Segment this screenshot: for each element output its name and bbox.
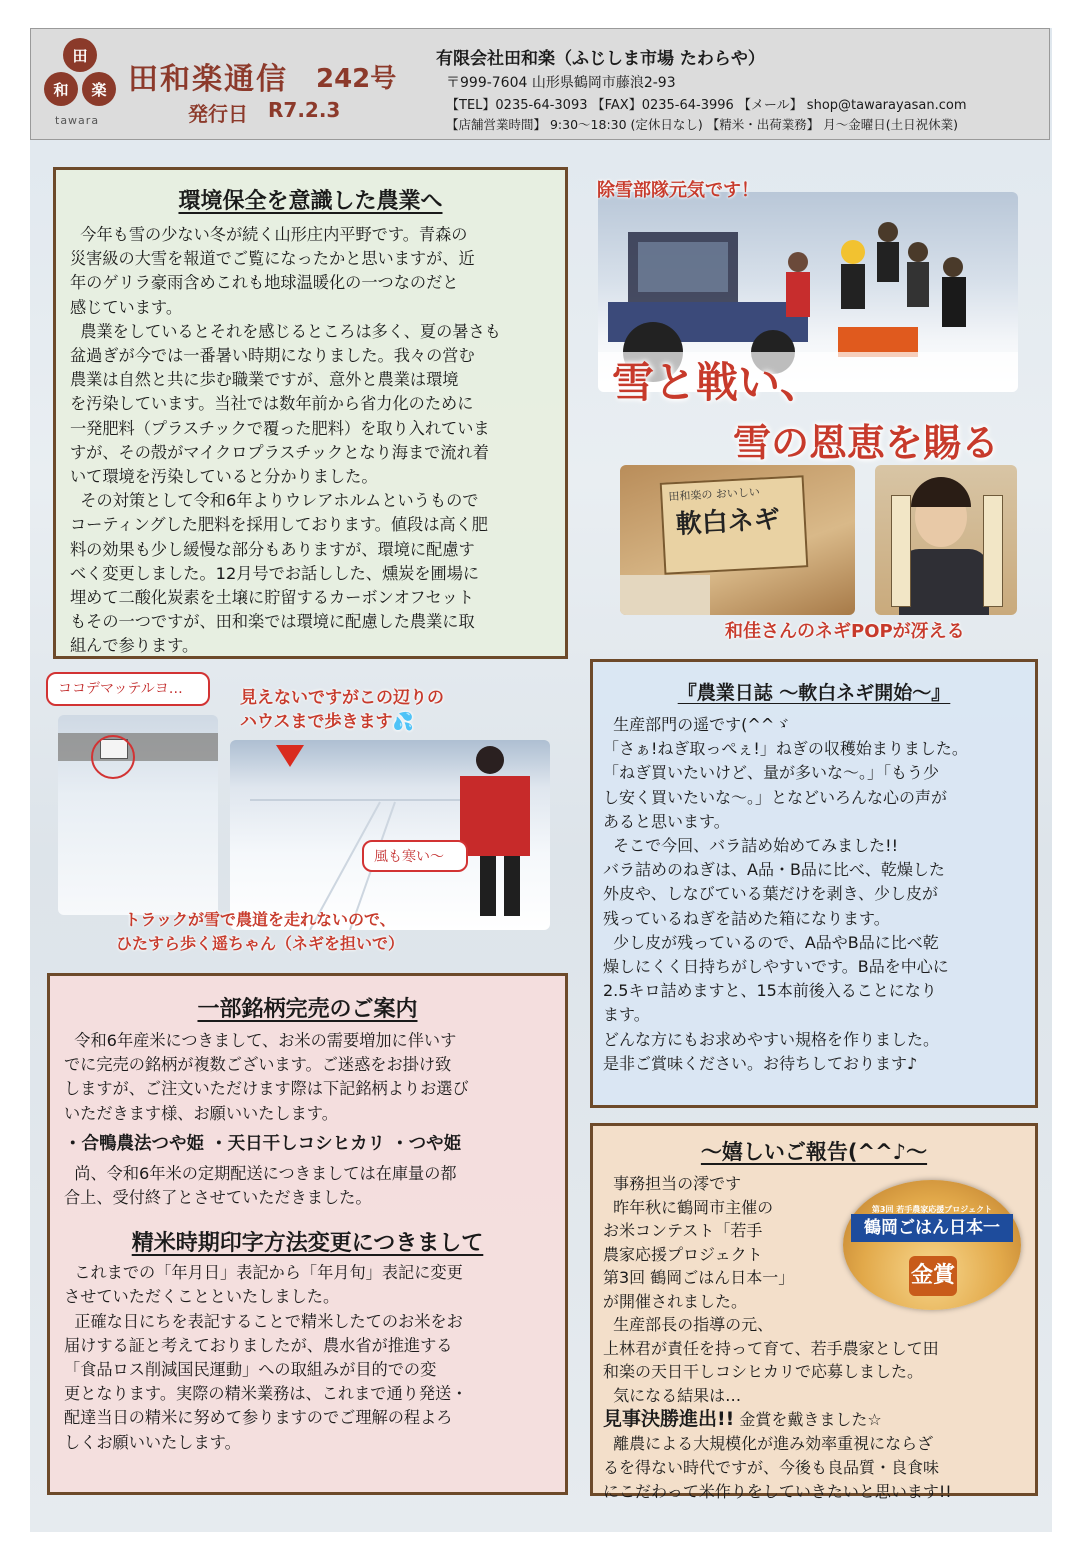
farm-diary-article xyxy=(590,659,1038,1108)
portrait-body xyxy=(899,549,989,615)
environment-article xyxy=(53,167,568,659)
date-label: 発行日 xyxy=(188,102,248,126)
snow-crew-caption: 除雪部隊元気です！ xyxy=(597,180,759,201)
negi-sign-small: 田和楽の おいしい xyxy=(668,485,761,504)
delivery-notice: 尚、令和6年米の定期配送につきましては在庫量の都 合上、受付終了とさせていただきました。 xyxy=(64,1163,457,1208)
award-badge-top: 第3回 若手農家応援プロジェクト xyxy=(871,1205,993,1214)
good-news-title: ～嬉しいご報告(^^♪～ xyxy=(700,1140,928,1164)
negi-pop-card-left xyxy=(891,495,911,607)
farm-diary-body: 生産部門の遥です(^^ゞ 「さぁ!ねぎ取っぺぇ!」ねぎの収穫始まりました。 「ねぎ買いたいけど、量が多いな～。」「もう少 し安く買いたいな～。」となどいろんな心の声が あると思います。 そこで今回、バラ詰め始めてみました!! バラ詰めのねぎは、A品・B品に比べ、乾燥した 外皮や、しなびている葉だけを剥き、少し皮が 残っているねぎを詰めた箱になります。 少し皮が残っているので、A品やB品に比べ乾 燥しにくく日持ちがしやすいです。B品を中心に 2.5キロ詰めますと、15本前後入ることになり ます。 どんな方にもお求めやすい規格を作りました。 是非ご賞味ください。お待ちしております♪ xyxy=(603,715,968,1073)
issue-number: 242号 xyxy=(316,64,397,94)
negi-sign-big: 軟白ネギ xyxy=(675,504,781,541)
business-hours: 【店舗営業時間】 9:30～18:30 (定休日なし) 【精米・出荷業務】 月～金曜日(土日祝休業) xyxy=(446,117,958,132)
good-news-article xyxy=(590,1123,1038,1501)
snow-headline-2: 雪の恩恵を賜る xyxy=(733,421,1000,465)
contest-result-highlight: 見事決勝進出!! xyxy=(603,1408,735,1430)
sold-out-body: 令和6年産米につきまして、お米の需要増加に伴いす でに完売の銘柄が複数ございます。ご迷惑をお掛け致 しますが、ご注文いただけます際は下記銘柄よりお選び いただきます様、お願いいたします。 xyxy=(64,1031,469,1123)
down-arrow-icon xyxy=(276,745,304,767)
car-waiting-photo xyxy=(58,715,218,915)
milling-date-title: 精米時期印字方法変更につきまして xyxy=(131,1231,484,1257)
award-badge xyxy=(843,1180,1021,1310)
award-badge-main: 鶴岡ごはん日本一 xyxy=(851,1214,1013,1242)
negi-pop-photo xyxy=(620,465,855,615)
walk-caption-bottom: トラックが雪で農道を走れないので、 ひたすら歩く遥ちゃん（ネギを担いで） xyxy=(116,910,405,953)
logo-char-1: 田 xyxy=(63,38,97,72)
company-name: 有限会社田和楽（ふじしま市場 たわらや） xyxy=(436,49,765,69)
logo-char-3: 楽 xyxy=(82,72,116,106)
environment-body: 今年も雪の少ない冬が続く山形庄内平野です。青森の 災害級の大雪を報道でご覧になったかと思いますが、近 年のゲリラ豪雨含めこれも地球温暖化の一つなのだと 感じています。 農業をしているとそれを感じるところは多く、夏の暑さも 盆過ぎが今では一番暑い時期になりました。我々の営む 農業は自然と共に歩む職業ですが、意外と農業は環境 を汚染しています。当社では数年前から省力化のために 一発肥料（プラスチックで覆った肥料）を取り入れていま すが、その殻がマイクロプラスチックとなり海まで流れ着 いて環境を汚染していると分かりました。 その対策として令和6年よりウレアホルムというもので コーティングした肥料を採用しております。値段は高く肥 料の効果も少し緩慢な部分もありますが、環境に配慮す べく変更しました。12月号でお話しした、燻炭を圃場に 埋めて二酸化炭素を土壌に貯留するカーボンオフセット もその一つですが、田和楽では環境に配慮した農業に取 組んで参ります。 xyxy=(70,225,501,656)
logo-char-2: 和 xyxy=(44,72,78,106)
negi-sign xyxy=(660,475,809,574)
environment-title: 環境保全を意識した農業へ xyxy=(178,189,443,214)
good-news-body: 事務担当の澪です 昨年秋に鶴岡市主催の お米コンテスト「若手 農家応援プロジェクト 第3回 鶴岡ごはん日本一」 が開催されました。 生産部長の指導の元、 上林君が責任を持って育て、若手農家として田 和楽の天日干しコシヒカリで応募しました。 気になる結果は… xyxy=(603,1174,939,1405)
milling-date-body: これまでの「年月日」表記から「年月旬」表記に変更 させていただくことといたしました。 正確な日にちを表記することで精米したてのお米をお 届けする証と考えておりましたが、農水省が推進する 「食品ロス削減国民運動」への取組みが目的での変 更となります。実際の精米業務は、これまで通り発送・ 配達当日の精米に努めて参りますのでご理解の程よろ しくお願いいたします。 xyxy=(64,1263,468,1452)
farm-diary-title: 『農業日誌 ～軟白ネギ開始～』 xyxy=(677,682,951,704)
cold-wind-bubble: 風も寒い～ xyxy=(362,840,468,872)
tawara-logo xyxy=(44,38,116,110)
company-contact: 【TEL】0235-64-3093 【FAX】0235-64-3996 【メール】 shop@tawarayasan.com xyxy=(446,98,967,113)
staff-portrait-photo xyxy=(875,465,1017,615)
contest-result xyxy=(603,1407,1025,1432)
good-news-closing: 離農による大規模化が進み効率重視にならざ るを得ない時代ですが、今後も良品質・良食味 にこだわって米作りをしていきたいと思います!! xyxy=(603,1434,952,1501)
sold-out-brands: ・合鴨農法つや姫 ・天日干しコシヒカリ ・つや姫 xyxy=(64,1133,462,1154)
snow-field-photo xyxy=(230,740,550,930)
award-badge-award: 金賞 xyxy=(909,1256,957,1296)
company-address: 〒999-7604 山形県鶴岡市藤浪2-93 xyxy=(446,75,676,91)
issue-date: R7.2.3 xyxy=(268,98,341,122)
car-highlight-circle xyxy=(91,735,135,779)
logo-subtext: tawara xyxy=(55,114,100,127)
newsletter-title: 田和楽通信 xyxy=(128,62,288,97)
sold-out-article xyxy=(47,973,568,1495)
portrait-hair xyxy=(911,477,971,507)
walk-caption-top: 見えないですがこの辺りの ハウスまで歩きます💦 xyxy=(240,688,444,732)
contest-result-tail: 金賞を戴きました☆ xyxy=(734,1410,882,1429)
sold-out-title: 一部銘柄完売のご案内 xyxy=(197,997,418,1022)
negi-pop-card-right xyxy=(983,495,1003,607)
farmhouses xyxy=(58,733,218,761)
snow-headline-1: 雪と戦い、 xyxy=(612,358,823,407)
negi-pop-caption: 和佳さんのネギPOPが冴える xyxy=(725,621,965,642)
snow-tracks xyxy=(230,740,550,930)
rice-bag xyxy=(620,575,710,615)
waiting-bubble: ココデマッテルヨ… xyxy=(46,672,210,706)
